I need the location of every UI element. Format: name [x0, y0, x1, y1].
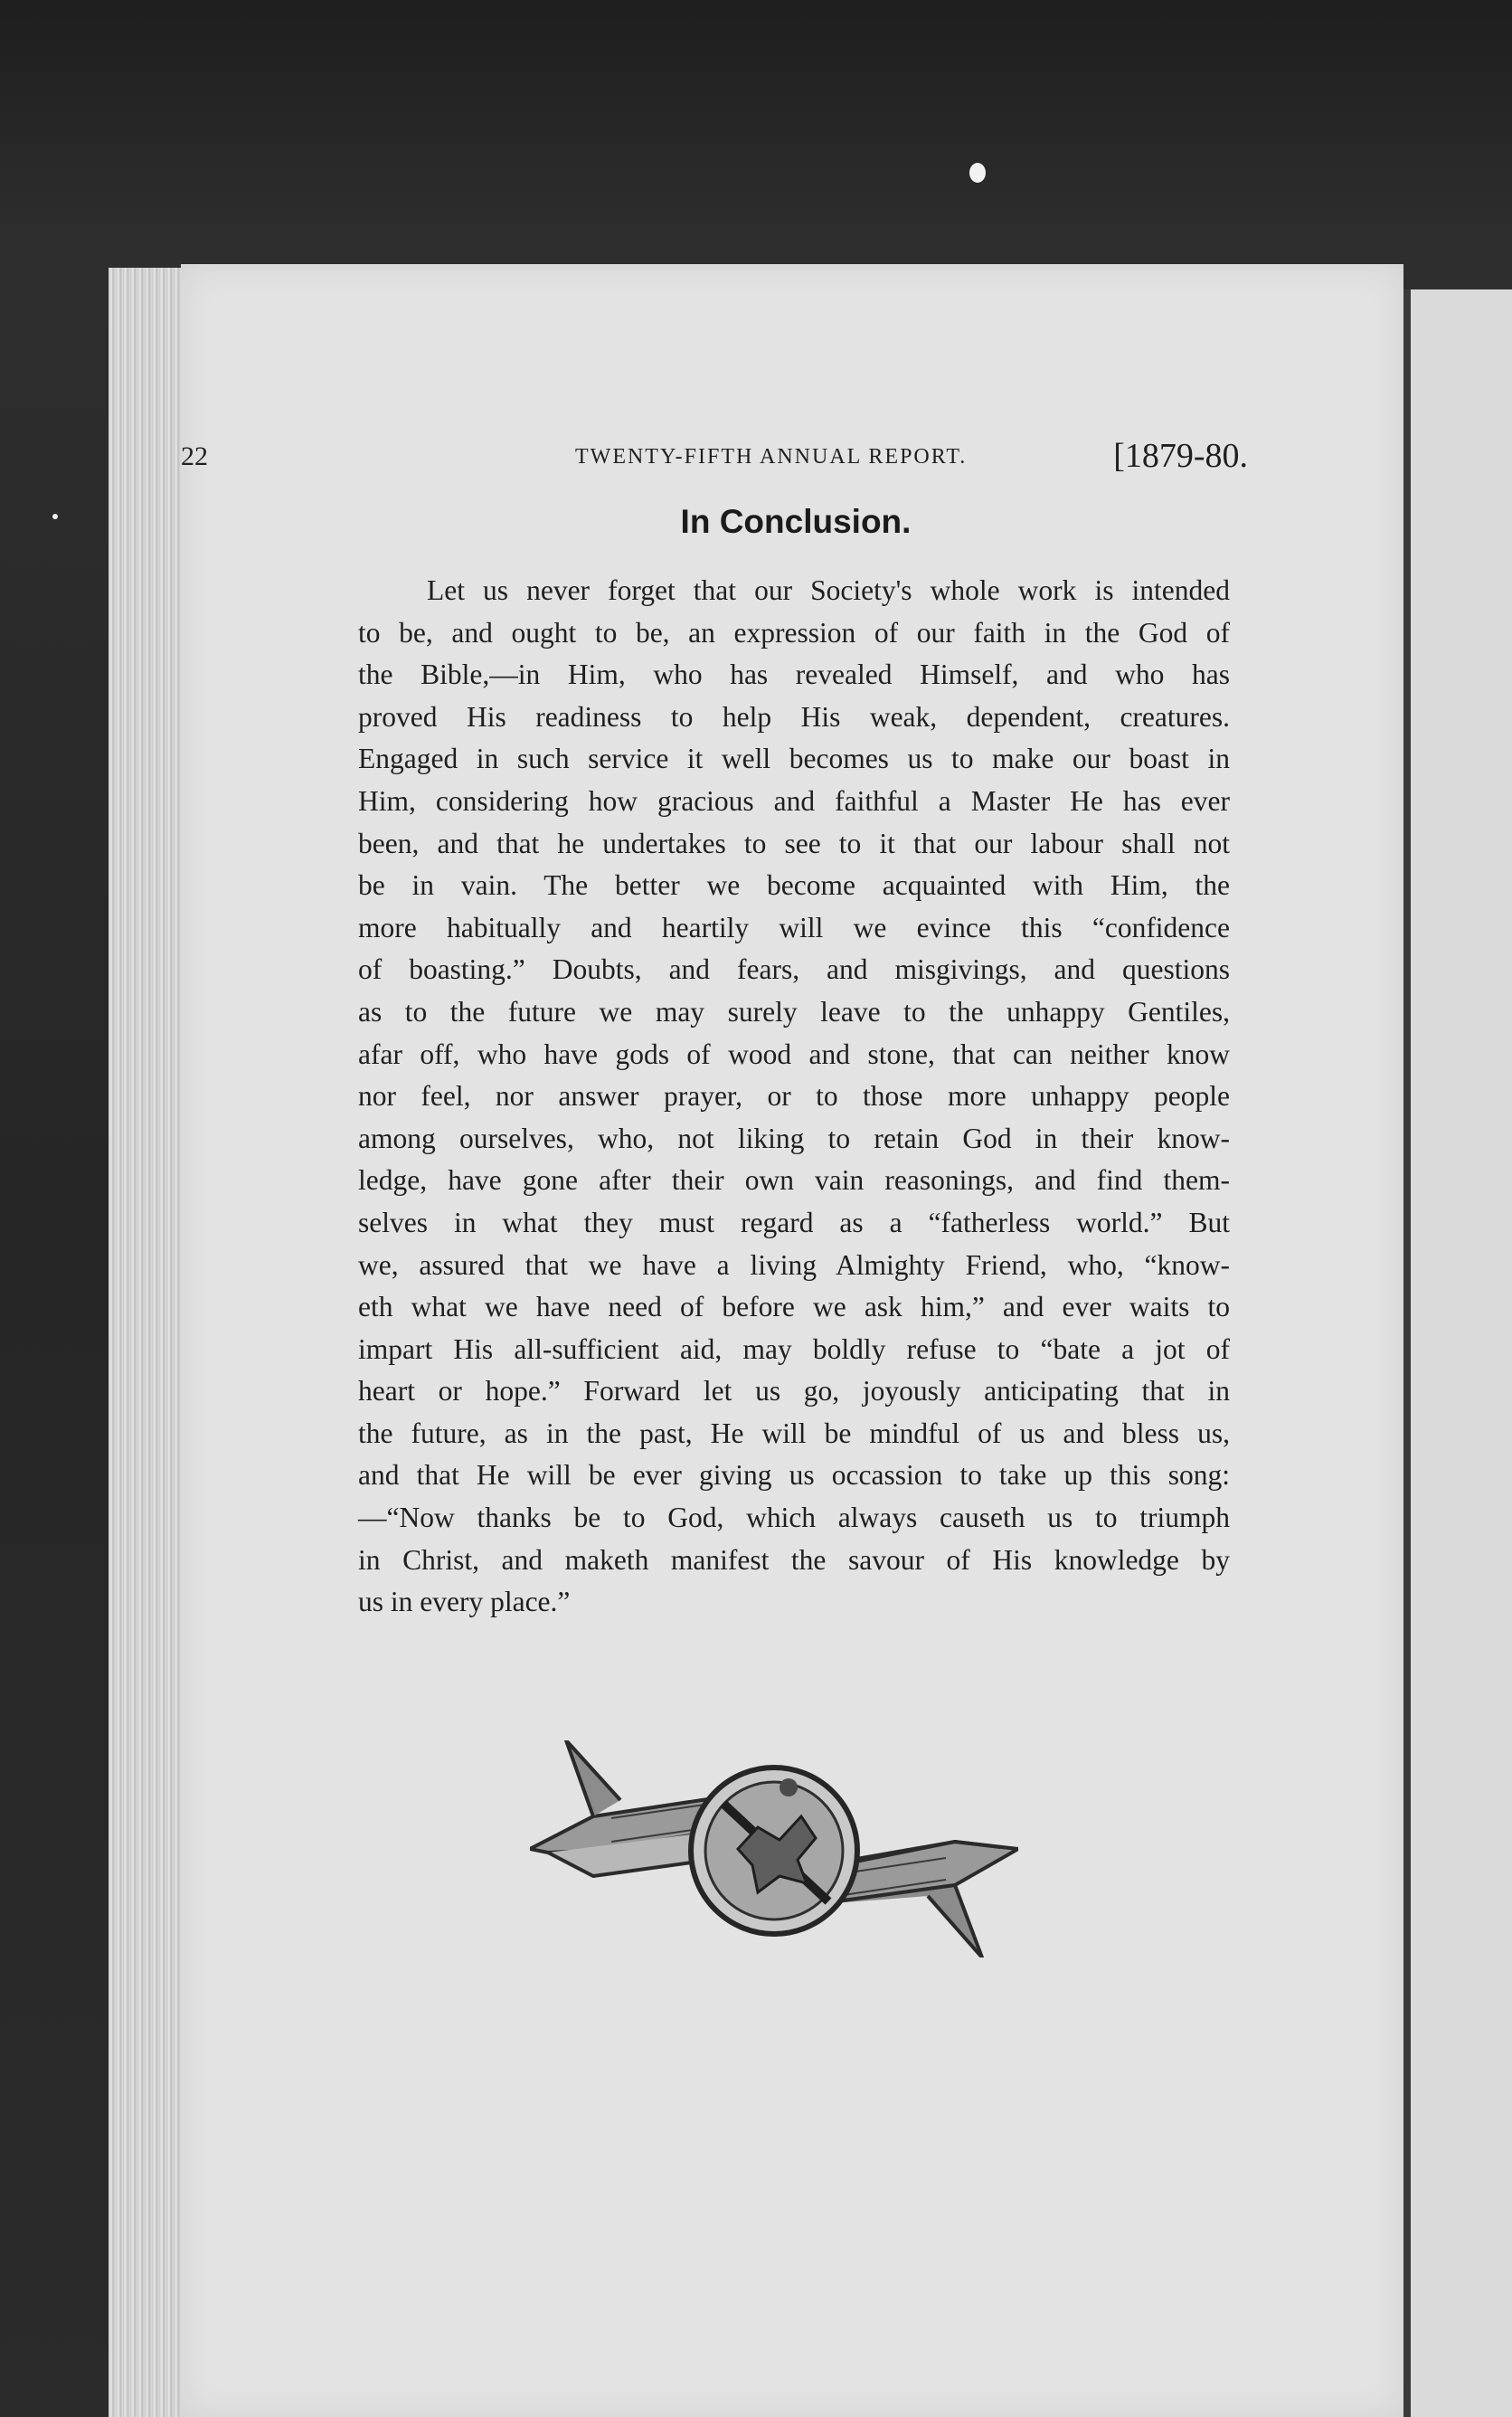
text-line: be in vain. The better we become acquainted with Him, the [358, 869, 1230, 902]
text-line: of boasting.” Doubts, and fears, and misgivings, and questions [358, 953, 1230, 986]
text-line: nor feel, nor answer prayer, or to those more unhappy people [358, 1080, 1230, 1113]
text-line: as to the future we may surely leave to the unhappy Gentiles, [358, 995, 1230, 1028]
text-line: ledge, have gone after their own vain reasonings, and find them- [358, 1164, 1230, 1197]
dust-speck [52, 514, 58, 519]
section-heading: In Conclusion. [680, 503, 912, 540]
text-line: Let us never forget that our Society's whole work is intended [427, 574, 1230, 606]
text-line: been, and that he undertakes to see to it that our labour shall not [358, 827, 1230, 859]
text-line: us in every place.” [358, 1586, 571, 1618]
running-year: [1879-80. [1113, 437, 1248, 475]
text-line: and that He will be ever giving us occassion to take up this song: [358, 1459, 1230, 1492]
running-title: TWENTY-FIFTH ANNUAL REPORT. [575, 445, 968, 469]
dust-speck [969, 163, 986, 183]
text-line: Him, considering how gracious and faithful a Master He has ever [358, 784, 1230, 817]
text-line: eth what we have need of before we ask him,” and ever waits to [358, 1291, 1230, 1323]
ribbon-medallion-ornament-icon [530, 1740, 1018, 1957]
text-line: the future, as in the past, He will be mindful of us and bless us, [358, 1417, 1230, 1449]
text-line: the Bible,—in Him, who has revealed Himself, and who has [358, 659, 1230, 691]
text-line: more habitually and heartily will we evince this “confidence [358, 911, 1230, 943]
facing-page-edge [1403, 289, 1512, 2417]
text-line: Engaged in such service it well becomes us to make our boast in [358, 743, 1230, 775]
text-line: to be, and ought to be, an expression of our faith in the God of [358, 616, 1230, 649]
text-line: afar off, who have gods of wood and stone, that can neither know [358, 1038, 1230, 1070]
text-line: proved His readiness to help His weak, dependent, creatures. [358, 700, 1230, 733]
body-paragraph [358, 570, 1230, 1624]
text-line: in Christ, and maketh manifest the savour of His knowledge by [358, 1543, 1230, 1576]
text-line: among ourselves, who, not liking to retain God in their know- [358, 1122, 1230, 1154]
page-number: 22 [181, 441, 208, 471]
text-line: —“Now thanks be to God, which always causeth us to triumph [358, 1502, 1230, 1534]
text-line: heart or hope.” Forward let us go, joyously anticipating that in [358, 1375, 1230, 1408]
running-head [181, 437, 1248, 478]
text-line: selves in what they must regard as a “fatherless world.” But [358, 1206, 1230, 1238]
text-line: we, assured that we have a living Almighty Friend, who, “know- [358, 1248, 1230, 1281]
text-line: impart His all-sufficient aid, may boldly refuse to “bate a jot of [358, 1332, 1230, 1365]
